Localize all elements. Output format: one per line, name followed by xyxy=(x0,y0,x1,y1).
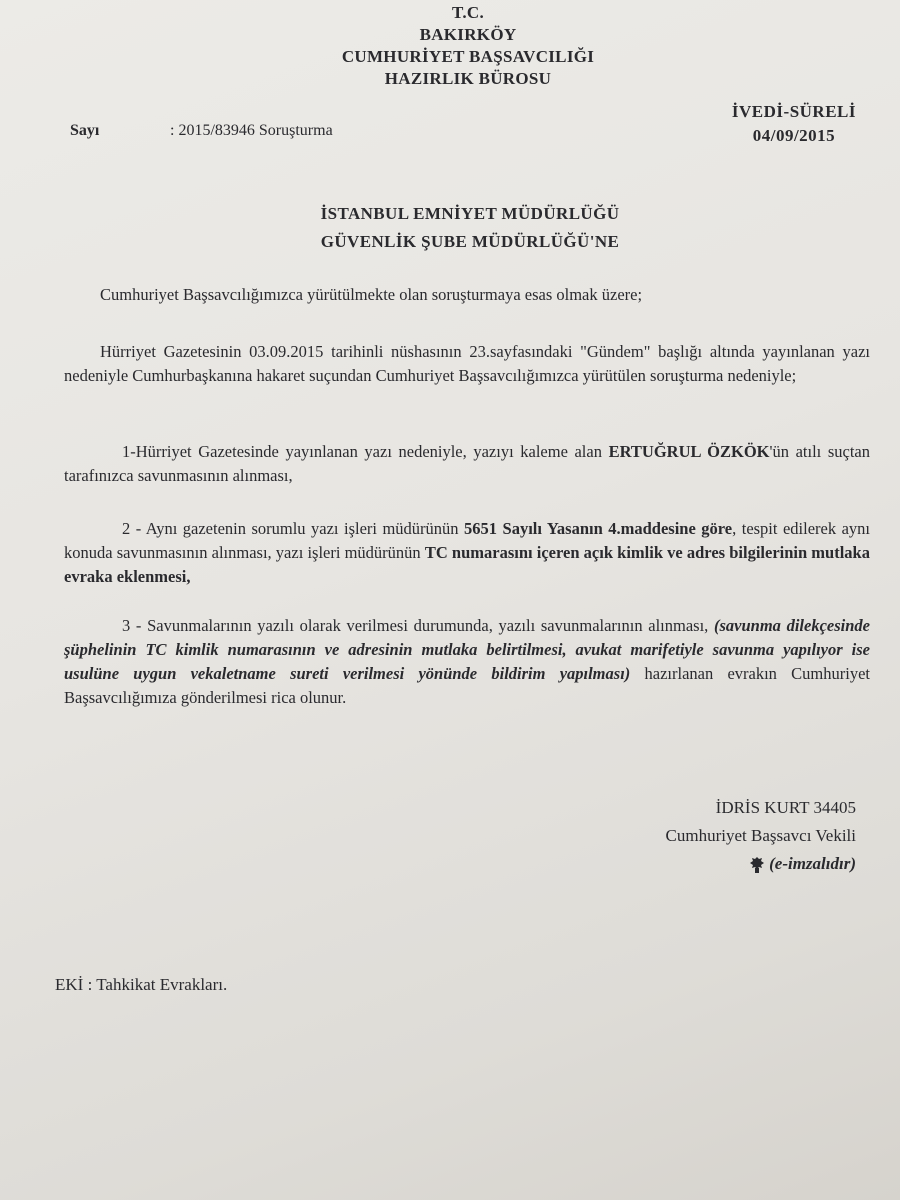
attachment-note: EKİ : Tahkikat Evrakları. xyxy=(55,975,228,994)
item-1-text: 1-Hürriyet Gazetesinde yayınlanan yazı nedeniyle, yazıyı kaleme alan xyxy=(122,442,609,461)
letterhead-office: CUMHURİYET BAŞSAVCILIĞI xyxy=(341,47,595,66)
intro-text: Cumhuriyet Başsavcılığımızca yürütülmekte olan soruşturmaya esas olmak üzere; xyxy=(100,285,643,304)
context-paragraph xyxy=(64,340,870,388)
seal-icon xyxy=(749,855,765,873)
signatory-title: Cumhuriyet Başsavcı Vekili xyxy=(665,826,856,845)
letterhead xyxy=(0,2,900,90)
recipient-line-2: GÜVENLİK ŞUBE MÜDÜRLÜĞÜ'NE xyxy=(320,232,620,251)
document-date: 04/09/2015 xyxy=(752,126,836,145)
signature-block xyxy=(666,794,856,883)
item-1 xyxy=(64,440,870,488)
item-2 xyxy=(64,517,870,589)
item-2-law: 5651 Sayılı Yasanın 4.maddesine göre xyxy=(464,519,733,538)
e-signature-text: (e-imzalıdır) xyxy=(769,854,856,873)
reference-number: : 2015/83946 Soruşturma xyxy=(170,122,333,139)
reference-label: Sayı xyxy=(70,122,100,139)
signatory-name: İDRİS KURT 34405 xyxy=(715,798,856,817)
item-2-requirement: TC numarasını içeren açık kimlik ve adres bilgilerinin mutlaka evraka eklenmesi, xyxy=(64,543,870,586)
letterhead-district: BAKIRKÖY xyxy=(419,25,517,44)
item-1-text-end: 'ün atılı suçtan tarafınızca savunmasının alınması, xyxy=(64,442,870,485)
item-3 xyxy=(64,614,870,710)
recipient-line-1: İSTANBUL EMNİYET MÜDÜRLÜĞÜ xyxy=(320,204,620,223)
letterhead-tc: T.C. xyxy=(451,3,485,22)
item-3-text-end: hazırlanan evrakın Cumhuriyet Başsavcılığımıza gönderilmesi rica olunur. xyxy=(64,664,870,707)
item-2-text: 2 - Aynı gazetenin sorumlu yazı işleri müdürünün xyxy=(122,519,465,538)
letterhead-bureau: HAZIRLIK BÜROSU xyxy=(384,69,552,88)
item-3-notice: (savunma dilekçesinde şüphelinin TC kimlik numarasının ve adresinin mutlaka belirtilmesi, avukat marifetiyle savunma yapılıyor ise usulüne uygun vekaletname sureti verilmesi yönünde bildirim yapılması) xyxy=(64,616,870,683)
e-signature xyxy=(749,850,856,878)
intro-paragraph xyxy=(64,283,870,307)
item-1-name: ERTUĞRUL ÖZKÖK xyxy=(608,442,770,461)
urgency-block xyxy=(732,100,856,148)
item-2-text-mid: , tespit edilerek aynı konuda savunmasının alınması, yazı işleri müdürünün xyxy=(64,519,870,562)
recipient-block xyxy=(180,200,760,256)
urgency-label: İVEDİ-SÜRELİ xyxy=(731,102,856,121)
item-3-text: 3 - Savunmalarının yazılı olarak verilmesi durumunda, yazılı savunmalarının alınması, xyxy=(122,616,714,635)
context-text: Hürriyet Gazetesinin 03.09.2015 tarihinli nüshasının 23.sayfasındaki "Gündem" başlığı altında yayınlanan yazı nedeniyle Cumhurbaşkanına hakaret suçundan Cumhuriyet Başsavcılığımızca yürütülen soruşturma nedeniyle; xyxy=(64,342,870,385)
